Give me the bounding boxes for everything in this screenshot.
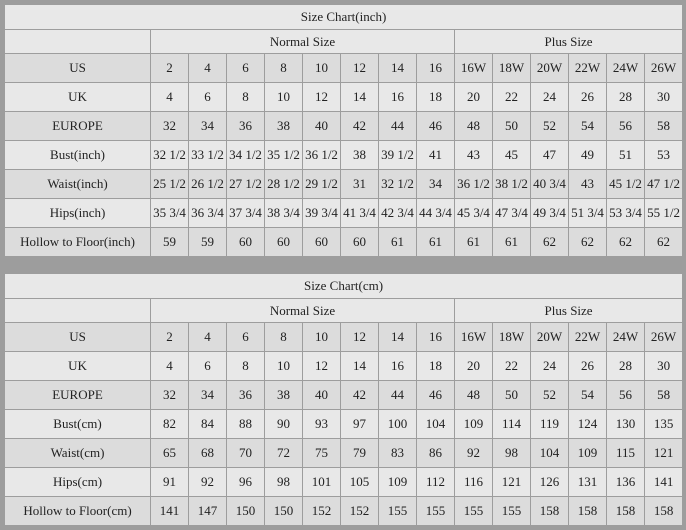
row-label-uk: UK [5, 352, 151, 381]
cell: 51 [607, 141, 645, 170]
cell: 100 [379, 410, 417, 439]
cell: 62 [569, 228, 607, 257]
table-row-us [5, 323, 683, 352]
cell: 59 [189, 228, 227, 257]
cell: 53 [645, 141, 683, 170]
cell: 18 [417, 352, 455, 381]
cell: 40 3/4 [531, 170, 569, 199]
cell: 75 [303, 439, 341, 468]
cell: 56 [607, 112, 645, 141]
cell: 6 [227, 323, 265, 352]
section-normal-size: Normal Size [151, 30, 455, 54]
table-row-us [5, 54, 683, 83]
cell: 40 [303, 112, 341, 141]
cell: 10 [303, 54, 341, 83]
cell: 26W [645, 54, 683, 83]
cell: 48 [455, 381, 493, 410]
cell: 126 [531, 468, 569, 497]
cell: 12 [303, 352, 341, 381]
cell: 130 [607, 410, 645, 439]
cell: 155 [379, 497, 417, 526]
cell: 104 [417, 410, 455, 439]
cell: 82 [151, 410, 189, 439]
cell: 60 [341, 228, 379, 257]
cell: 39 3/4 [303, 199, 341, 228]
cell: 109 [455, 410, 493, 439]
cell: 51 3/4 [569, 199, 607, 228]
section-header-row [5, 30, 683, 54]
cell: 92 [455, 439, 493, 468]
cell: 90 [265, 410, 303, 439]
cell: 14 [379, 323, 417, 352]
cell: 158 [607, 497, 645, 526]
cell: 25 1/2 [151, 170, 189, 199]
cell: 22 [493, 352, 531, 381]
cell: 35 1/2 [265, 141, 303, 170]
cell: 39 1/2 [379, 141, 417, 170]
cell: 79 [341, 439, 379, 468]
row-label-hollow-to-floor: Hollow to Floor(cm) [5, 497, 151, 526]
table-row-hollow-to-floor [5, 497, 683, 526]
cell: 52 [531, 112, 569, 141]
cell: 14 [379, 54, 417, 83]
cell: 33 1/2 [189, 141, 227, 170]
row-label-europe: EUROPE [5, 381, 151, 410]
table-row-europe [5, 381, 683, 410]
cell: 119 [531, 410, 569, 439]
cell: 34 [189, 381, 227, 410]
cell: 46 [417, 381, 455, 410]
cell: 32 [151, 381, 189, 410]
cell: 112 [417, 468, 455, 497]
cell: 38 [265, 112, 303, 141]
cell: 36 3/4 [189, 199, 227, 228]
cell: 98 [493, 439, 531, 468]
cell: 115 [607, 439, 645, 468]
cell: 28 1/2 [265, 170, 303, 199]
cell: 24 [531, 352, 569, 381]
cell: 54 [569, 112, 607, 141]
table-row-hips [5, 468, 683, 497]
cell: 8 [265, 323, 303, 352]
row-label-us: US [5, 323, 151, 352]
cell: 16 [379, 352, 417, 381]
cell: 50 [493, 381, 531, 410]
cell: 84 [189, 410, 227, 439]
cell: 52 [531, 381, 569, 410]
cell: 42 3/4 [379, 199, 417, 228]
cell: 158 [531, 497, 569, 526]
cell: 114 [493, 410, 531, 439]
size-chart-inch [3, 3, 683, 258]
row-label-waist: Waist(inch) [5, 170, 151, 199]
cell: 6 [189, 83, 227, 112]
cell: 31 [341, 170, 379, 199]
cell: 14 [341, 83, 379, 112]
row-label-hollow-to-floor: Hollow to Floor(inch) [5, 228, 151, 257]
cell: 68 [189, 439, 227, 468]
cell: 62 [531, 228, 569, 257]
cell: 36 [227, 381, 265, 410]
corner-cell [5, 30, 151, 54]
section-normal-size: Normal Size [151, 299, 455, 323]
cell: 70 [227, 439, 265, 468]
cell: 32 1/2 [151, 141, 189, 170]
cell: 83 [379, 439, 417, 468]
table-row-hips [5, 199, 683, 228]
cell: 105 [341, 468, 379, 497]
row-label-us: US [5, 54, 151, 83]
cell: 45 1/2 [607, 170, 645, 199]
cell: 152 [341, 497, 379, 526]
cell: 49 3/4 [531, 199, 569, 228]
chart-title: Size Chart(cm) [5, 274, 683, 299]
cell: 93 [303, 410, 341, 439]
cell: 4 [189, 323, 227, 352]
cell: 38 [265, 381, 303, 410]
cell: 20 [455, 352, 493, 381]
table-row-hollow-to-floor [5, 228, 683, 257]
cell: 35 3/4 [151, 199, 189, 228]
cell: 147 [189, 497, 227, 526]
cell: 6 [227, 54, 265, 83]
row-label-hips: Hips(cm) [5, 468, 151, 497]
cell: 59 [151, 228, 189, 257]
cell: 8 [227, 352, 265, 381]
cell: 58 [645, 381, 683, 410]
cell: 36 1/2 [455, 170, 493, 199]
cell: 61 [455, 228, 493, 257]
cell: 109 [569, 439, 607, 468]
cell: 4 [151, 352, 189, 381]
chart-title-row [5, 5, 683, 30]
cell: 22W [569, 54, 607, 83]
cell: 61 [379, 228, 417, 257]
cell: 92 [189, 468, 227, 497]
cell: 18W [493, 54, 531, 83]
cell: 26 [569, 352, 607, 381]
table-row-uk [5, 352, 683, 381]
cell: 44 [379, 112, 417, 141]
cell: 24 [531, 83, 569, 112]
section-plus-size: Plus Size [455, 299, 683, 323]
cell: 16W [455, 54, 493, 83]
cell: 12 [341, 54, 379, 83]
cell: 56 [607, 381, 645, 410]
table-row-uk [5, 83, 683, 112]
cell: 131 [569, 468, 607, 497]
cell: 42 [341, 112, 379, 141]
cell: 38 1/2 [493, 170, 531, 199]
cell: 109 [379, 468, 417, 497]
cell: 43 [455, 141, 493, 170]
cell: 158 [645, 497, 683, 526]
cell: 55 1/2 [645, 199, 683, 228]
section-plus-size: Plus Size [455, 30, 683, 54]
cell: 36 1/2 [303, 141, 341, 170]
cell: 60 [265, 228, 303, 257]
cell: 46 [417, 112, 455, 141]
cell: 97 [341, 410, 379, 439]
cell: 42 [341, 381, 379, 410]
cell: 26 1/2 [189, 170, 227, 199]
cell: 37 3/4 [227, 199, 265, 228]
cell: 16 [417, 54, 455, 83]
cell: 26 [569, 83, 607, 112]
cell: 36 [227, 112, 265, 141]
cell: 155 [493, 497, 531, 526]
cell: 98 [265, 468, 303, 497]
chart-title-row [5, 274, 683, 299]
cell: 20W [531, 54, 569, 83]
cell: 10 [265, 352, 303, 381]
cell: 34 [189, 112, 227, 141]
cell: 49 [569, 141, 607, 170]
cell: 155 [417, 497, 455, 526]
cell: 30 [645, 352, 683, 381]
cell: 44 3/4 [417, 199, 455, 228]
cell: 50 [493, 112, 531, 141]
cell: 62 [607, 228, 645, 257]
cell: 29 1/2 [303, 170, 341, 199]
cell: 16W [455, 323, 493, 352]
cell: 96 [227, 468, 265, 497]
cell: 41 3/4 [341, 199, 379, 228]
cell: 150 [227, 497, 265, 526]
row-label-waist: Waist(cm) [5, 439, 151, 468]
cell: 8 [227, 83, 265, 112]
cell: 6 [189, 352, 227, 381]
cell: 124 [569, 410, 607, 439]
cell: 116 [455, 468, 493, 497]
cell: 47 1/2 [645, 170, 683, 199]
cell: 18 [417, 83, 455, 112]
cell: 28 [607, 83, 645, 112]
cell: 45 3/4 [455, 199, 493, 228]
row-label-bust: Bust(inch) [5, 141, 151, 170]
cell: 121 [645, 439, 683, 468]
size-chart-cm-table [4, 273, 683, 526]
table-row-bust [5, 141, 683, 170]
cell: 47 3/4 [493, 199, 531, 228]
corner-cell [5, 299, 151, 323]
cell: 12 [303, 83, 341, 112]
cell: 58 [645, 112, 683, 141]
cell: 2 [151, 323, 189, 352]
cell: 136 [607, 468, 645, 497]
table-row-waist [5, 439, 683, 468]
cell: 91 [151, 468, 189, 497]
cell: 38 [341, 141, 379, 170]
cell: 40 [303, 381, 341, 410]
cell: 38 3/4 [265, 199, 303, 228]
cell: 12 [341, 323, 379, 352]
cell: 121 [493, 468, 531, 497]
cell: 104 [531, 439, 569, 468]
cell: 54 [569, 381, 607, 410]
cell: 44 [379, 381, 417, 410]
cell: 41 [417, 141, 455, 170]
cell: 61 [417, 228, 455, 257]
cell: 32 1/2 [379, 170, 417, 199]
cell: 22W [569, 323, 607, 352]
chart-title: Size Chart(inch) [5, 5, 683, 30]
cell: 10 [303, 323, 341, 352]
table-row-bust [5, 410, 683, 439]
cell: 86 [417, 439, 455, 468]
cell: 141 [645, 468, 683, 497]
cell: 24W [607, 54, 645, 83]
cell: 16 [417, 323, 455, 352]
cell: 43 [569, 170, 607, 199]
cell: 150 [265, 497, 303, 526]
section-header-row [5, 299, 683, 323]
cell: 72 [265, 439, 303, 468]
cell: 20W [531, 323, 569, 352]
row-label-bust: Bust(cm) [5, 410, 151, 439]
cell: 62 [645, 228, 683, 257]
cell: 16 [379, 83, 417, 112]
cell: 101 [303, 468, 341, 497]
row-label-uk: UK [5, 83, 151, 112]
cell: 155 [455, 497, 493, 526]
cell: 135 [645, 410, 683, 439]
size-chart-inch-table [4, 4, 683, 257]
cell: 24W [607, 323, 645, 352]
cell: 88 [227, 410, 265, 439]
cell: 22 [493, 83, 531, 112]
row-label-europe: EUROPE [5, 112, 151, 141]
cell: 65 [151, 439, 189, 468]
cell: 60 [303, 228, 341, 257]
cell: 10 [265, 83, 303, 112]
table-row-europe [5, 112, 683, 141]
cell: 20 [455, 83, 493, 112]
cell: 27 1/2 [227, 170, 265, 199]
cell: 4 [189, 54, 227, 83]
cell: 48 [455, 112, 493, 141]
cell: 32 [151, 112, 189, 141]
cell: 28 [607, 352, 645, 381]
cell: 60 [227, 228, 265, 257]
cell: 152 [303, 497, 341, 526]
cell: 158 [569, 497, 607, 526]
cell: 26W [645, 323, 683, 352]
cell: 18W [493, 323, 531, 352]
cell: 61 [493, 228, 531, 257]
cell: 53 3/4 [607, 199, 645, 228]
size-chart-cm [3, 272, 683, 527]
cell: 14 [341, 352, 379, 381]
cell: 47 [531, 141, 569, 170]
cell: 45 [493, 141, 531, 170]
cell: 34 [417, 170, 455, 199]
cell: 2 [151, 54, 189, 83]
cell: 141 [151, 497, 189, 526]
cell: 34 1/2 [227, 141, 265, 170]
table-row-waist [5, 170, 683, 199]
row-label-hips: Hips(inch) [5, 199, 151, 228]
cell: 8 [265, 54, 303, 83]
cell: 30 [645, 83, 683, 112]
cell: 4 [151, 83, 189, 112]
